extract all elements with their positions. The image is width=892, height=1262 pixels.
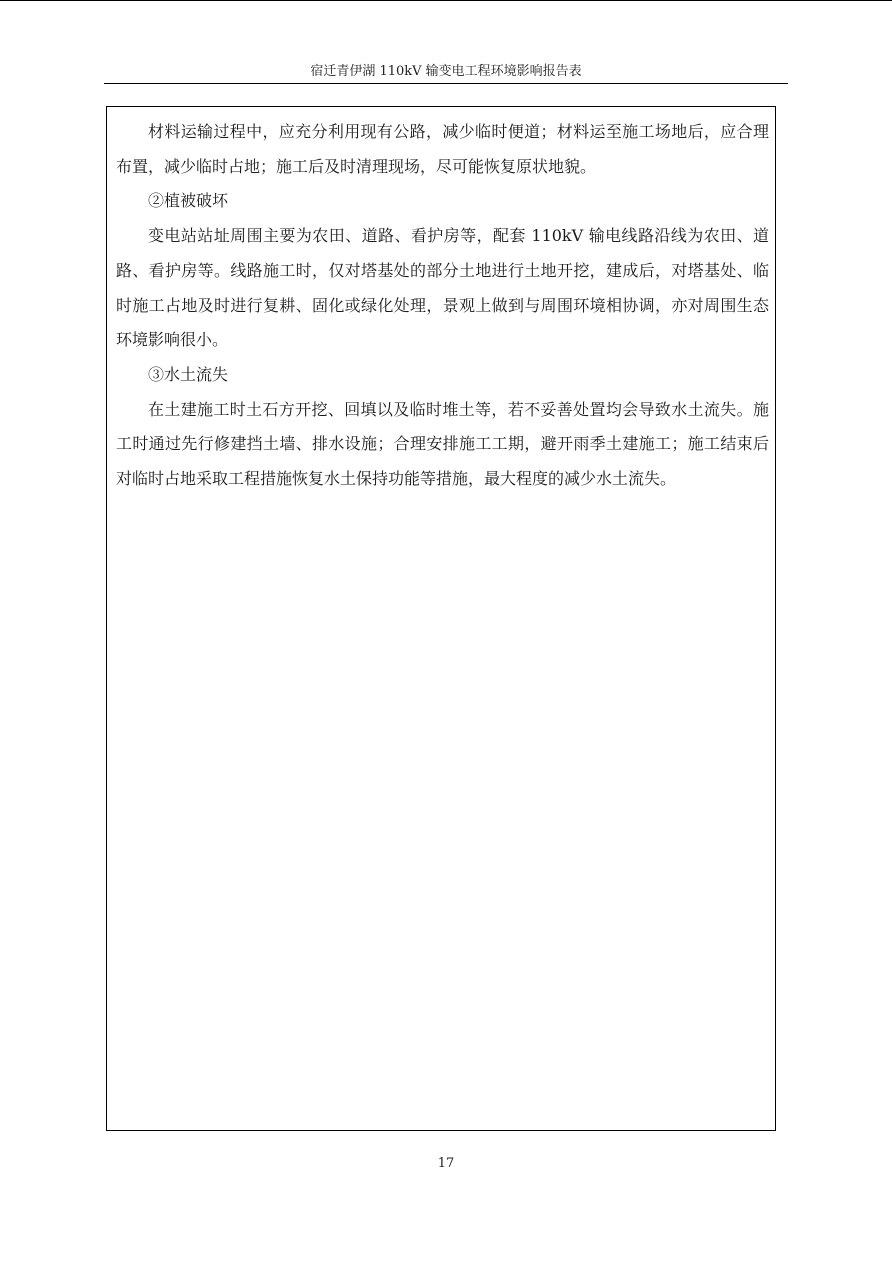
body-text: [116, 115, 769, 497]
subheading-vegetation-damage: ②植被破坏: [148, 191, 229, 211]
header-rule: [104, 83, 788, 84]
report-table-cell: [106, 106, 776, 1131]
page-number: 17: [437, 1156, 455, 1171]
paragraph-material-transport: 材料运输过程中，应充分利用现有公路，减少临时便道；材料运至施工场地后，应合理布置，减少临时占地；施工后及时清理现场，尽可能恢复原状地貌。: [116, 122, 769, 176]
subheading-soil-erosion: ③水土流失: [148, 364, 229, 384]
paragraph-soil-erosion: 在土建施工时土石方开挖、回填以及临时堆土等，若不妥善处置均会导致水土流失。施工时通过先行修建挡土墙、排水设施；合理安排施工工期，避开雨季土建施工；施工结束后对临时占地采取工程措施恢复水土保持功能等措施，最大程度的减少水土流失。: [116, 399, 769, 489]
running-header: 宿迁青伊湖 110kV 输变电工程环境影响报告表: [310, 64, 582, 79]
paragraph-vegetation: 变电站站址周围主要为农田、道路、看护房等，配套 110kV 输电线路沿线为农田、道路、看护房等。线路施工时，仅对塔基处的部分土地进行土地开挖，建成后，对塔基处、临时施工占地及时进行复耕、固化或绿化处理，景观上做到与周围环境相协调，亦对周围生态环境影响很小。: [116, 226, 769, 350]
page-top-border: [0, 0, 892, 1]
